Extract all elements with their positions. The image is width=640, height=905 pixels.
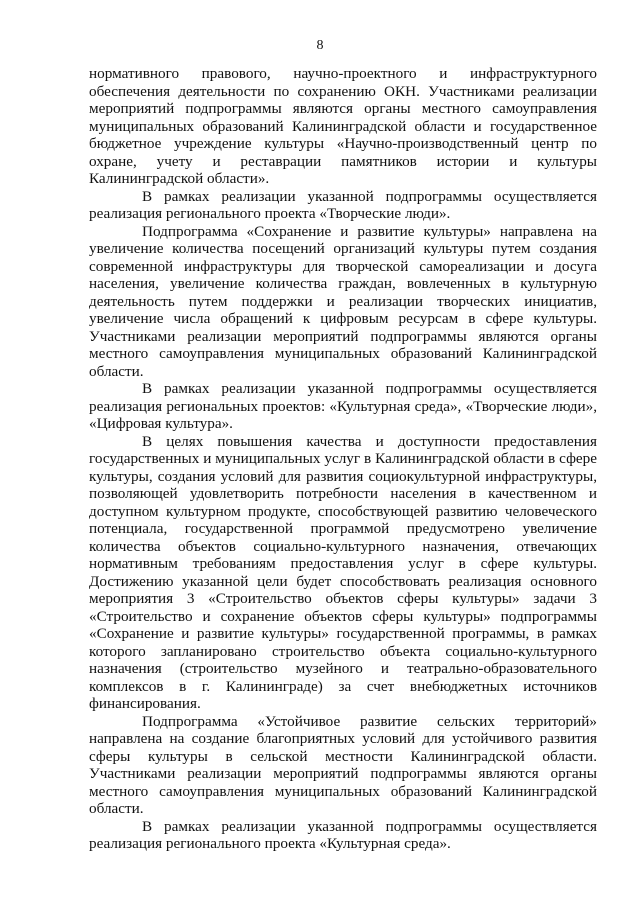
paragraph-cultural-environment-project: В рамках реализации указанной подпрограммы осуществляется реализация регионального проекта «Культурная среда». [89,817,597,852]
paragraph-culture-subprogram: Подпрограмма «Сохранение и развитие культуры» направлена на увеличение количества посещений организаций культуры путем создания современной инфраструктуры для творческой самореализации и досуга населения, увеличение количества граждан, вовлеченных в культурную деятельность путем поддержки и реализации творческих инициатив, увеличение числа обращений к цифровым ресурсам в сфере культуры. Участниками реализации мероприятий подпрограммы являются органы местного самоуправления муниципальных образований Калининградской области. [89,222,597,380]
paragraph-okn-continuation: нормативного правового, научно-проектного и инфраструктурного обеспечения деятельности по сохранению ОКН. Участниками реализации мероприятий подпрограммы являются органы местного самоуправления муниципальных образований Калининградской области и государственное бюджетное учреждение культуры «Научно-производственный центр по охране, учету и реставрации памятников истории и культуры Калининградской области». [89,65,597,187]
page-number: 8 [316,38,324,53]
paragraph-creative-people-project: В рамках реализации указанной подпрограммы осуществляется реализация регионального проекта «Творческие люди». [89,187,597,222]
paragraph-construction-goals: В целях повышения качества и доступности предоставления государственных и муниципальных услуг в Калининградской области в сфере культуры, создания условий для развития социокультурной инфраструктуры, позволяющей удовлетворить потребности населения в качественном и доступном культурном продукте, способствующей развитию человеческого потенциала, государственной программой предусмотрено увеличение количества объектов социально-культурного назначения, отвечающих нормативным требованиям предоставления услуг в сфере культуры. Достижению указанной цели будет способствовать реализация основного мероприятия 3 «Строительство объектов сферы культуры» задачи 3 «Строительство и сохранение объектов сферы культуры» подпрограммы «Сохранение и развитие культуры» государственной программы, в рамках которого запланировано строительство объекта социально-культурного назначения (строительство музейного и театрально-образовательного комплексов в г. Калининграде) за счет внебюджетных источников финансирования. [89,432,597,712]
document-body [89,65,597,853]
paragraph-rural-subprogram: Подпрограмма «Устойчивое развитие сельских территорий» направлена на создание благоприятных условий для устойчивого развития сферы культуры в сельской местности Калининградской области. Участниками реализации мероприятий подпрограммы являются органы местного самоуправления муниципальных образований Калининградской области. [89,712,597,817]
paragraph-regional-projects: В рамках реализации указанной подпрограммы осуществляется реализация региональных проектов: «Культурная среда», «Творческие люди», «Цифровая культура». [89,380,597,432]
